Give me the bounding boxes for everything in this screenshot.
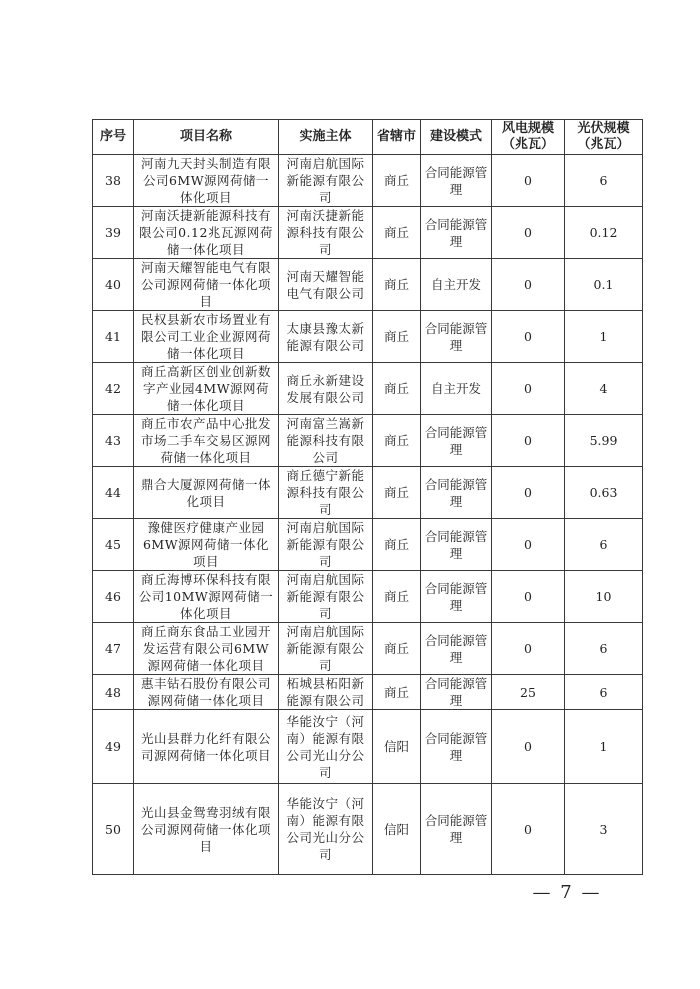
cell-city: 商丘 [373,675,421,710]
cell-wind: 0 [492,710,565,784]
header-city: 省辖市 [373,120,421,155]
cell-mode: 合同能源管理 [421,311,492,363]
cell-project-name: 豫健医疗健康产业园6MW源网荷储一体化项目 [134,519,279,571]
cell-wind: 0 [492,363,565,415]
cell-solar: 0.63 [565,467,643,519]
cell-seq: 40 [93,259,134,311]
cell-city: 商丘 [373,519,421,571]
cell-solar: 1 [565,710,643,784]
cell-mode: 合同能源管理 [421,710,492,784]
table-row [93,363,643,415]
table-row [93,207,643,259]
cell-solar: 6 [565,519,643,571]
cell-entity: 河南启航国际新能源有限公司 [279,519,373,571]
table-row [93,784,643,875]
cell-wind: 0 [492,571,565,623]
cell-mode: 合同能源管理 [421,415,492,467]
cell-solar: 6 [565,675,643,710]
cell-project-name: 商丘高新区创业创新数字产业园4MW源网荷储一体化项目 [134,363,279,415]
table-row [93,710,643,784]
cell-wind: 0 [492,311,565,363]
cell-entity: 河南启航国际新能源有限公司 [279,623,373,675]
cell-mode: 合同能源管理 [421,207,492,259]
cell-entity: 华能汝宁（河南）能源有限公司光山分公司 [279,784,373,875]
cell-seq: 41 [93,311,134,363]
cell-project-name: 河南沃捷新能源科技有限公司0.12兆瓦源网荷储一体化项目 [134,207,279,259]
page-number: — 7 — [532,882,602,903]
cell-city: 商丘 [373,155,421,207]
cell-wind: 25 [492,675,565,710]
cell-solar: 4 [565,363,643,415]
cell-mode: 合同能源管理 [421,623,492,675]
cell-wind: 0 [492,259,565,311]
cell-seq: 50 [93,784,134,875]
cell-project-name: 光山县金鸳鸯羽绒有限公司源网荷储一体化项目 [134,784,279,875]
header-seq: 序号 [93,120,134,155]
cell-solar: 6 [565,155,643,207]
cell-seq: 44 [93,467,134,519]
cell-wind: 0 [492,623,565,675]
cell-project-name: 河南九天封头制造有限公司6MW源网荷储一体化项目 [134,155,279,207]
cell-mode: 合同能源管理 [421,519,492,571]
cell-city: 商丘 [373,467,421,519]
table-row [93,467,643,519]
header-wind: 风电规模（兆瓦） [492,120,565,155]
cell-seq: 39 [93,207,134,259]
cell-city: 信阳 [373,784,421,875]
header-entity: 实施主体 [279,120,373,155]
cell-city: 商丘 [373,415,421,467]
table-row [93,415,643,467]
cell-project-name: 商丘商东食品工业园开发运营有限公司6MW源网荷储一体化项目 [134,623,279,675]
table-row [93,571,643,623]
cell-project-name: 商丘海博环保科技有限公司10MW源网荷储一体化项目 [134,571,279,623]
cell-project-name: 鼎合大厦源网荷储一体化项目 [134,467,279,519]
table-row [93,519,643,571]
cell-seq: 43 [93,415,134,467]
cell-city: 商丘 [373,623,421,675]
cell-solar: 0.12 [565,207,643,259]
cell-entity: 河南启航国际新能源有限公司 [279,155,373,207]
cell-entity: 河南天耀智能电气有限公司 [279,259,373,311]
cell-mode: 合同能源管理 [421,467,492,519]
cell-city: 商丘 [373,571,421,623]
cell-mode: 自主开发 [421,363,492,415]
cell-entity: 华能汝宁（河南）能源有限公司光山分公司 [279,710,373,784]
cell-seq: 46 [93,571,134,623]
cell-seq: 48 [93,675,134,710]
cell-solar: 5.99 [565,415,643,467]
cell-project-name: 河南天耀智能电气有限公司源网荷储一体化项目 [134,259,279,311]
cell-solar: 1 [565,311,643,363]
cell-wind: 0 [492,784,565,875]
cell-solar: 10 [565,571,643,623]
cell-seq: 38 [93,155,134,207]
cell-mode: 合同能源管理 [421,675,492,710]
header-mode: 建设模式 [421,120,492,155]
table-row [93,311,643,363]
cell-project-name: 民权县新农市场置业有限公司工业企业源网荷储一体化项目 [134,311,279,363]
cell-entity: 太康县豫太新能源有限公司 [279,311,373,363]
cell-solar: 0.1 [565,259,643,311]
project-table [92,119,643,875]
table-row [93,259,643,311]
cell-wind: 0 [492,155,565,207]
cell-wind: 0 [492,467,565,519]
cell-solar: 3 [565,784,643,875]
cell-seq: 42 [93,363,134,415]
cell-city: 商丘 [373,207,421,259]
cell-wind: 0 [492,415,565,467]
cell-seq: 47 [93,623,134,675]
header-project-name: 项目名称 [134,120,279,155]
header-solar: 光伏规模（兆瓦） [565,120,643,155]
cell-wind: 0 [492,519,565,571]
table-header-row [93,120,643,155]
cell-entity: 商丘永新建设发展有限公司 [279,363,373,415]
cell-project-name: 商丘市农产品中心批发市场二手车交易区源网荷储一体化项目 [134,415,279,467]
cell-entity: 商丘德宁新能源科技有限公司 [279,467,373,519]
cell-city: 信阳 [373,710,421,784]
cell-city: 商丘 [373,363,421,415]
cell-entity: 河南沃捷新能源科技有限公司 [279,207,373,259]
cell-entity: 河南启航国际新能源有限公司 [279,571,373,623]
cell-city: 商丘 [373,311,421,363]
cell-seq: 45 [93,519,134,571]
cell-seq: 49 [93,710,134,784]
cell-solar: 6 [565,623,643,675]
table-row [93,623,643,675]
cell-mode: 合同能源管理 [421,155,492,207]
cell-wind: 0 [492,207,565,259]
cell-project-name: 光山县群力化纤有限公司源网荷储一体化项目 [134,710,279,784]
cell-city: 商丘 [373,259,421,311]
cell-mode: 自主开发 [421,259,492,311]
table-row [93,155,643,207]
cell-entity: 柘城县柘阳新能源有限公司 [279,675,373,710]
cell-entity: 河南富兰嵩新能源科技有限公司 [279,415,373,467]
cell-project-name: 惠丰钻石股份有限公司源网荷储一体化项目 [134,675,279,710]
table-row [93,675,643,710]
cell-mode: 合同能源管理 [421,784,492,875]
cell-mode: 合同能源管理 [421,571,492,623]
